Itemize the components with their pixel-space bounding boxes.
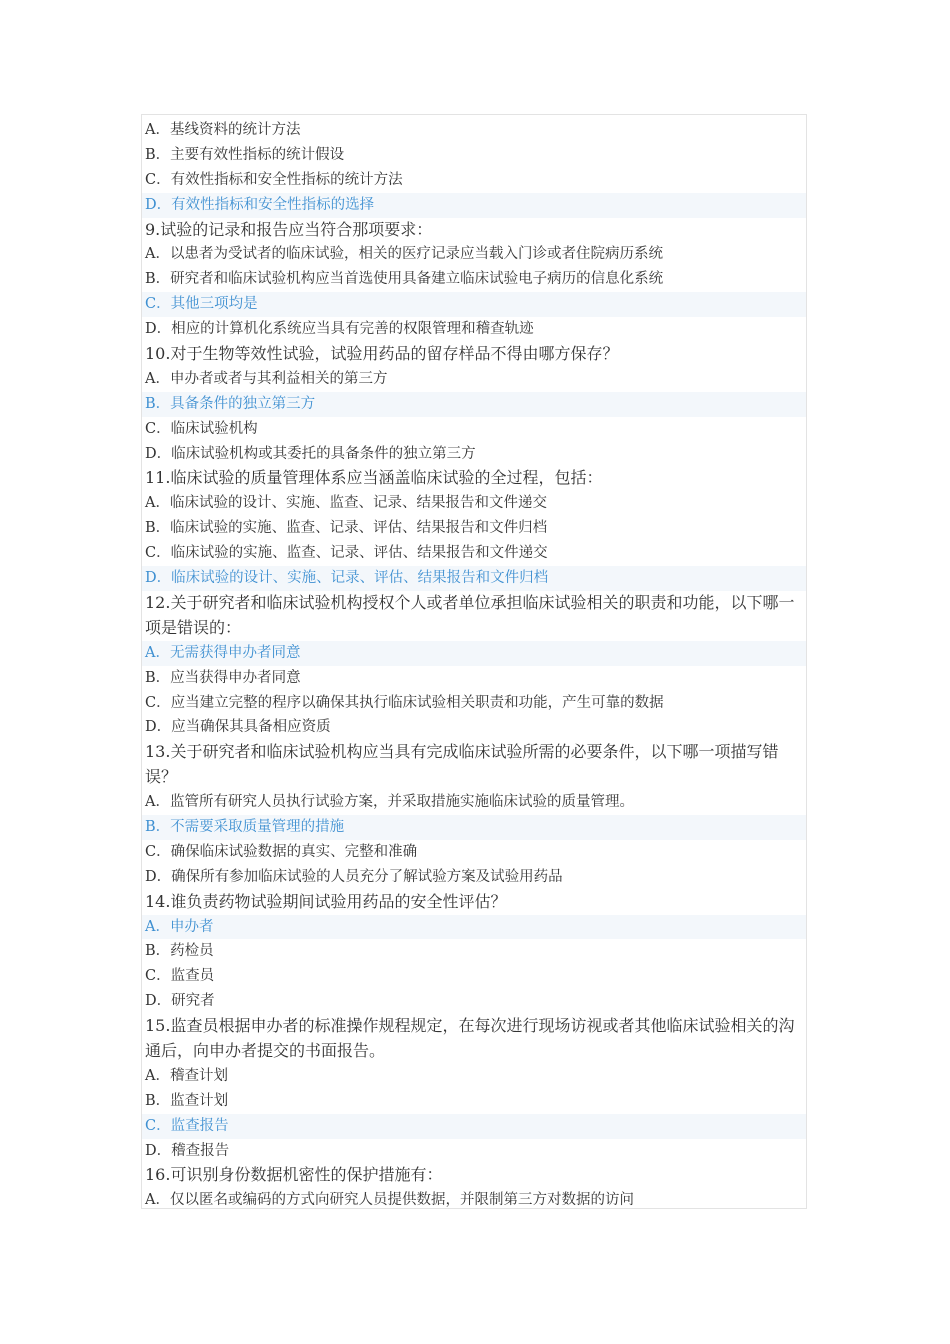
question-12: 12.关于研究者和临床试验机构授权个人或者单位承担临床试验相关的职责和功能，以下哪一项是错误的： xyxy=(145,592,795,637)
option-b: B．临床试验的实施、监查、记录、评估、结果报告和文件归档 xyxy=(145,520,548,537)
option-a: A．以患者为受试者的临床试验，相关的医疗记录应当载入门诊或者住院病历系统 xyxy=(145,246,663,263)
question-14: 14.谁负责药物试验期间试验用药品的安全性评估？ xyxy=(145,891,507,911)
option-a: A．监管所有研究人员执行试验方案，并采取措施实施临床试验的质量管理。 xyxy=(145,794,634,811)
correct-option-d: D．临床试验的设计、实施、记录、评估、结果报告和文件归档 xyxy=(142,566,806,591)
option-d: D．确保所有参加临床试验的人员充分了解试验方案及试验用药品 xyxy=(145,868,563,885)
option-c: C．临床试验机构 xyxy=(145,420,258,437)
option-c: C．有效性指标和安全性指标的统计方法 xyxy=(145,171,403,188)
option-d: D．应当确保其具备相应资质 xyxy=(145,719,331,736)
option-d: D．相应的计算机化系统应当具有完善的权限管理和稽查轨迹 xyxy=(145,321,534,338)
question-16: 16.可识别身份数据机密性的保护措施有： xyxy=(145,1165,443,1185)
option-c: C．确保临床试验数据的真实、完整和准确 xyxy=(145,843,418,860)
correct-option-b: B．具备条件的独立第三方 xyxy=(142,392,806,417)
option-b: B．药检员 xyxy=(145,943,214,960)
question-15: 15.监查员根据申办者的标准操作规程规定，在每次进行现场访视或者其他临床试验相关的沟通后，向申办者提交的书面报告。 xyxy=(145,1016,795,1060)
option-c: C．监查员 xyxy=(145,968,215,985)
correct-option-b: B．不需要采取质量管理的措施 xyxy=(142,815,806,840)
question-13: 13.关于研究者和临床试验机构应当具有完成临床试验所需的必要条件，以下哪一项描写错误？ xyxy=(145,742,779,787)
option-b: B．主要有效性指标的统计假设 xyxy=(145,146,345,163)
option-a: A．申办者或者与其利益相关的第三方 xyxy=(145,370,388,387)
correct-option-a: A．无需获得申办者同意 xyxy=(142,641,806,666)
correct-option-c: C．其他三项均是 xyxy=(142,292,806,317)
option-d: D．临床试验机构或其委托的具备条件的独立第三方 xyxy=(145,445,476,462)
option-a: A．稽查计划 xyxy=(145,1067,228,1084)
option-b: B．研究者和临床试验机构应当首选使用具备建立临床试验电子病历的信息化系统 xyxy=(145,271,664,288)
correct-option-c: C．监查报告 xyxy=(142,1114,806,1139)
option-c: C．应当建立完整的程序以确保其执行临床试验相关职责和功能，产生可靠的数据 xyxy=(145,694,664,711)
option-a: A．临床试验的设计、实施、监查、记录、结果报告和文件递交 xyxy=(145,495,547,512)
question-list xyxy=(141,114,807,1209)
question-10: 10.对于生物等效性试验，试验用药品的留存样品不得由哪方保存？ xyxy=(145,344,619,364)
option-b: B．应当获得申办者同意 xyxy=(145,669,301,686)
option-b: B．监查计划 xyxy=(145,1092,229,1109)
question-9: 9.试验的记录和报告应当符合那项要求： xyxy=(145,219,433,239)
option-c: C．临床试验的实施、监查、记录、评估、结果报告和文件递交 xyxy=(145,545,548,562)
option-d: D．稽查报告 xyxy=(145,1142,230,1159)
correct-option-d: D．有效性指标和安全性指标的选择 xyxy=(142,193,806,218)
option-a: A．基线资料的统计方法 xyxy=(145,122,301,138)
option-a: A．仅以匿名或编码的方式向研究人员提供数据，并限制第三方对数据的访问 xyxy=(145,1192,634,1209)
question-11: 11.临床试验的质量管理体系应当涵盖临床试验的全过程，包括： xyxy=(145,468,603,488)
option-d: D．研究者 xyxy=(145,993,215,1010)
correct-option-a: A．申办者 xyxy=(142,915,806,940)
